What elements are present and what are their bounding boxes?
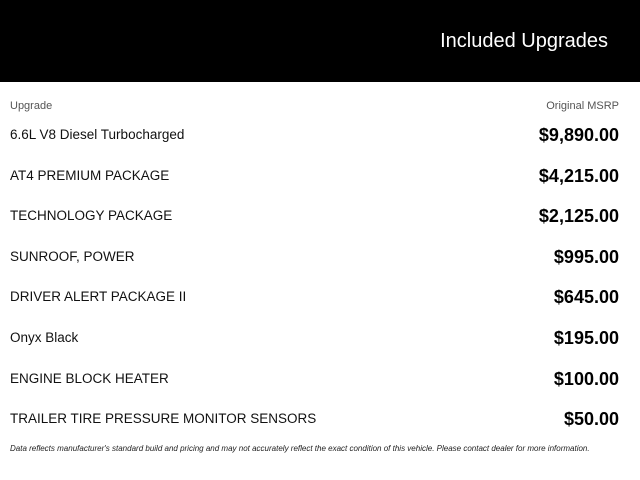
upgrade-price: $4,215.00	[538, 165, 619, 186]
upgrade-price: $195.00	[553, 327, 619, 348]
column-header-upgrade: Upgrade	[10, 100, 53, 112]
upgrade-price: $9,890.00	[538, 125, 619, 145]
upgrade-name: SUNROOF, POWER	[10, 248, 135, 264]
page-title: Included Upgrades	[440, 30, 608, 52]
upgrade-price: $645.00	[553, 287, 619, 308]
upgrade-row	[0, 115, 640, 156]
upgrade-row	[0, 359, 640, 400]
upgrade-name: ENGINE BLOCK HEATER	[10, 370, 169, 386]
upgrade-price: $100.00	[553, 368, 619, 389]
upgrade-name: AT4 PREMIUM PACKAGE	[10, 167, 170, 183]
upgrade-name: TECHNOLOGY PACKAGE	[10, 208, 173, 224]
upgrade-row	[0, 237, 640, 278]
header-bar	[0, 0, 640, 82]
upgrade-row	[0, 399, 640, 440]
upgrade-price: $995.00	[553, 246, 619, 267]
upgrade-name: TRAILER TIRE PRESSURE MONITOR SENSORS	[10, 411, 317, 427]
upgrade-name: DRIVER ALERT PACKAGE II	[10, 289, 187, 305]
disclaimer-text: Data reflects manufacturer's standard build and pricing and may not accurately reflect the exact condition of this vehicle. Please contact dealer for more information.	[10, 444, 590, 453]
upgrade-name: 6.6L V8 Diesel Turbocharged	[10, 127, 185, 142]
column-header-msrp: Original MSRP	[546, 100, 619, 112]
column-headers	[0, 98, 640, 114]
upgrade-row	[0, 196, 640, 237]
upgrade-row	[0, 277, 640, 318]
upgrade-price: $2,125.00	[538, 206, 619, 227]
upgrade-row	[0, 156, 640, 197]
upgrade-price: $50.00	[563, 409, 619, 430]
upgrade-list	[0, 115, 640, 440]
upgrade-row	[0, 318, 640, 359]
upgrade-name: Onyx Black	[10, 329, 79, 345]
